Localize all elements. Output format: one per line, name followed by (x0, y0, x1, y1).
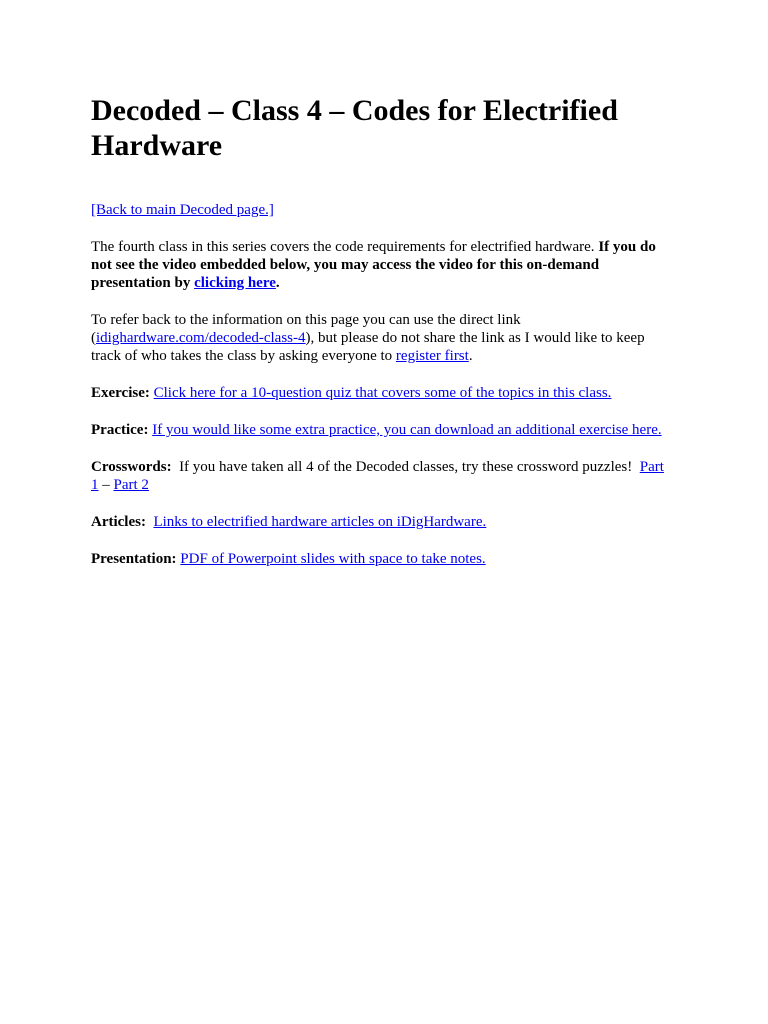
presentation-paragraph (91, 550, 673, 568)
clicking-here-link[interactable]: clicking here (194, 275, 276, 291)
crosswords-text: If you have taken all 4 of the Decoded classes, try these crossword puzzles! (171, 459, 640, 475)
articles-paragraph (91, 513, 673, 531)
refer-period: . (468, 348, 473, 364)
practice-label: Practice: (91, 422, 149, 438)
back-to-main-link[interactable]: [Back to main Decoded page.] (91, 202, 274, 218)
articles-label: Articles: (91, 514, 146, 530)
refer-paragraph (91, 311, 673, 365)
direct-link[interactable]: idighardware.com/decoded-class-4 (96, 330, 306, 346)
crosswords-label: Crosswords: (91, 459, 172, 475)
practice-exercise-link[interactable]: If you would like some extra practice, you can download an additional exercise here. (152, 422, 662, 438)
articles-link[interactable]: Links to electrified hardware articles on iDigHardware. (153, 514, 487, 530)
crosswords-dash: – (98, 477, 114, 493)
refer-text-middle: ), but please do not share the link as I would like to keep track of who takes the class by asking everyone to (91, 330, 645, 364)
document-content (91, 93, 673, 568)
intro-paragraph (91, 238, 673, 292)
register-first-link[interactable]: register first (395, 348, 469, 364)
intro-text: The fourth class in this series covers the code requirements for electrified hardware. (91, 239, 599, 255)
page-title: Decoded – Class 4 – Codes for Electrified Hardware (91, 94, 618, 162)
practice-paragraph (91, 421, 673, 439)
crosswords-paragraph (91, 458, 673, 494)
intro-bold-span: If you do not see the video embedded below, you may access the video for this on-demand presentation by (91, 239, 656, 291)
presentation-pdf-link[interactable]: PDF of Powerpoint slides with space to take notes. (180, 551, 486, 567)
crossword-part1-link[interactable]: Part 1 (91, 459, 664, 493)
exercise-quiz-link[interactable]: Click here for a 10-question quiz that covers some of the topics in this class. (153, 385, 612, 401)
crossword-part2-link[interactable]: Part 2 (113, 477, 149, 493)
intro-period: . (275, 275, 280, 291)
exercise-paragraph (91, 384, 673, 402)
refer-text-before: To refer back to the information on this page you can use the direct link ( (91, 312, 521, 346)
back-paragraph (91, 201, 673, 219)
presentation-label: Presentation: (91, 551, 177, 567)
exercise-label: Exercise: (91, 385, 150, 401)
